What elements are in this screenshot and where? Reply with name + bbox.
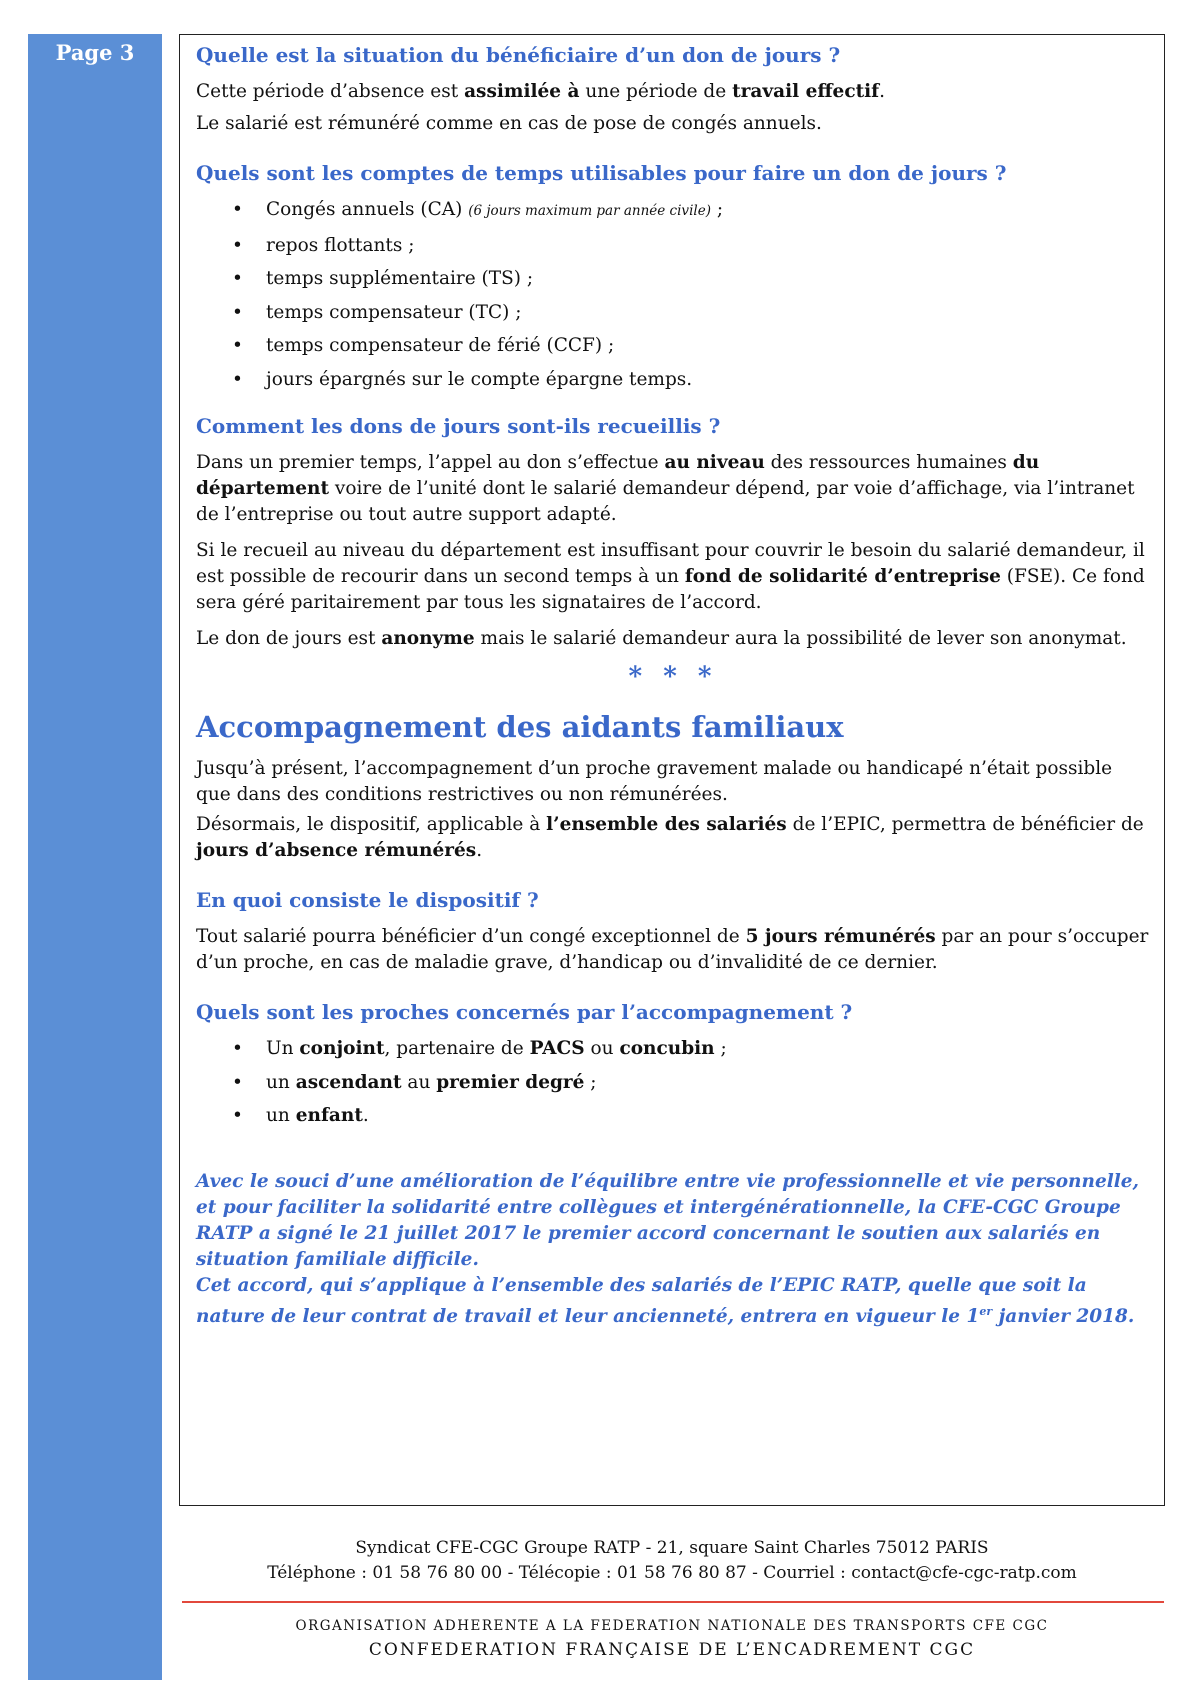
footer-contact: Téléphone : 01 58 76 80 00 - Télécopie : 01 58 76 80 87 - Courriel : contact@cfe-cgc-ratp.com bbox=[267, 1563, 1077, 1583]
text-span: des ressources humaines bbox=[764, 452, 1013, 473]
closing-paragraph-signature: Avec le souci d’une amélioration de l’équilibre entre vie professionnelle et vie personnelle, et pour faciliter la solidarité entre collègues et intergénérationnelle, la CFE-CGC Groupe RATP a signé le 21 juillet 2017 le premier accord concernant le soutien aux salariés en situation familiale difficile. bbox=[196, 1170, 1139, 1270]
bold-text: l’ensemble des salariés bbox=[546, 814, 787, 835]
list-item bbox=[196, 193, 1150, 229]
text-span: Cette période d’absence est bbox=[196, 81, 465, 102]
list-item bbox=[196, 1099, 1150, 1133]
bold-text: anonyme bbox=[381, 628, 475, 649]
paragraph-anonymous bbox=[196, 626, 1150, 652]
bold-text: ascendant bbox=[295, 1071, 402, 1093]
main-content-box bbox=[179, 34, 1165, 1506]
bold-text: assimilée à bbox=[464, 81, 580, 102]
bold-text: 5 jours rémunérés bbox=[745, 926, 936, 947]
list-item: • temps supplémentaire (TS) ; bbox=[196, 262, 1150, 296]
list-item: • temps compensateur (TC) ; bbox=[196, 296, 1150, 330]
footer-confederation-line: CONFEDERATION FRANÇAISE DE L’ENCADREMENT CGC bbox=[368, 1640, 976, 1660]
text-span: un bbox=[266, 1105, 296, 1126]
text-span: Si le recueil au niveau du département est insuffisant pour couvrir le besoin du salarié demandeur, il est possible de recourir dans un second temps à un bbox=[196, 540, 1145, 587]
text-span: de l’EPIC, permettra de bénéficier de bbox=[786, 814, 1144, 835]
bold-text: fond de solidarité d’entreprise bbox=[684, 566, 1001, 587]
closing-paragraph-effective-date bbox=[196, 1273, 1150, 1330]
text-span: Désormais, le dispositif, applicable à bbox=[196, 814, 547, 835]
text-span: , partenaire de bbox=[384, 1038, 530, 1059]
text-span: ; bbox=[584, 1071, 597, 1093]
text-span: ; bbox=[714, 1038, 727, 1059]
list-item: • repos flottants ; bbox=[196, 229, 1150, 263]
section-separator: * * * bbox=[628, 662, 718, 692]
text-span: Cet accord, qui s’applique à l’ensemble des salariés de l’EPIC RATP, quelle que soit la nature de leur contrat de travail et leur ancienneté, entrera en vigueur le 1 bbox=[196, 1274, 1087, 1327]
superscript: er bbox=[979, 1304, 993, 1318]
bold-text: conjoint bbox=[299, 1038, 385, 1059]
text-span: Tout salarié pourra bénéficier d’un congé exceptionnel de bbox=[196, 926, 746, 947]
bold-text: du département bbox=[196, 452, 1040, 499]
bold-text: travail effectif bbox=[732, 81, 880, 102]
list-item: • temps compensateur de férié (CCF) ; bbox=[196, 329, 1150, 363]
text-span: par an pour s’occuper d’un proche, en cas de maladie grave, d’handicap ou d’invalidité de ce dernier. bbox=[196, 926, 1149, 973]
paragraph-exceptional-leave bbox=[196, 924, 1150, 976]
footer-address: Syndicat CFE-CGC Groupe RATP - 21, square Saint Charles 75012 PARIS bbox=[355, 1538, 989, 1558]
text-span: mais le salarié demandeur aura la possibilité de lever son anonymat. bbox=[474, 628, 1127, 649]
question-beneficiary-situation: Quelle est la situation du bénéficiaire d’un don de jours ? bbox=[196, 43, 841, 67]
relatives-list bbox=[196, 1032, 1150, 1133]
text-span: Congés annuels (CA) bbox=[266, 199, 469, 220]
note-text: (6 jours maximum par année civile) bbox=[468, 203, 711, 219]
text-span: Le don de jours est bbox=[196, 628, 382, 649]
time-accounts-list bbox=[196, 193, 1150, 396]
footer-divider bbox=[182, 1601, 1164, 1603]
text-span: au bbox=[401, 1071, 437, 1093]
paragraph-from-now-on bbox=[196, 812, 1150, 864]
text-span: . bbox=[362, 1105, 369, 1126]
question-time-accounts: Quels sont les comptes de temps utilisables pour faire un don de jours ? bbox=[196, 161, 1007, 185]
text-span: ; bbox=[710, 199, 724, 220]
question-collection: Comment les dons de jours sont-ils recueillis ? bbox=[196, 414, 721, 438]
text-span: . bbox=[476, 840, 483, 861]
text-span: Un bbox=[266, 1038, 300, 1059]
heading-family-caregivers: Accompagnement des aidants familiaux bbox=[196, 710, 844, 744]
paragraph-first-step bbox=[196, 450, 1150, 528]
text-span: un bbox=[266, 1071, 296, 1093]
page-number-label: Page 3 bbox=[55, 40, 135, 65]
text-span: (FSE). Ce fond sera géré paritairement par tous les signataires de l’accord. bbox=[196, 566, 1145, 613]
question-relatives-concerned: Quels sont les proches concernés par l’accompagnement ? bbox=[196, 1000, 853, 1024]
bold-text: concubin bbox=[619, 1038, 715, 1059]
text-span: . bbox=[879, 81, 886, 102]
footer-organisation-line: ORGANISATION ADHERENTE A LA FEDERATION NATIONALE DES TRANSPORTS CFE CGC bbox=[295, 1618, 1049, 1634]
bold-text: enfant bbox=[295, 1105, 363, 1126]
bold-text: jours d’absence rémunérés bbox=[196, 840, 477, 861]
paragraph-remuneration: Le salarié est rémunéré comme en cas de pose de congés annuels. bbox=[196, 113, 822, 134]
text-span: ou bbox=[584, 1038, 620, 1059]
bold-text: PACS bbox=[529, 1038, 585, 1059]
paragraph-until-now: Jusqu’à présent, l’accompagnement d’un proche gravement malade ou handicapé n’était possible que dans des conditions restrictives ou non rémunérées. bbox=[196, 758, 1113, 805]
bold-text: au niveau bbox=[664, 452, 765, 473]
paragraph-solidarity-fund bbox=[196, 538, 1150, 616]
text-span: Dans un premier temps, l’appel au don s’effectue bbox=[196, 452, 665, 473]
question-scheme-content: En quoi consiste le dispositif ? bbox=[196, 888, 539, 912]
bold-text: premier degré bbox=[436, 1071, 585, 1093]
text-span: une période de bbox=[579, 81, 733, 102]
text-span: voire de l’unité dont le salarié demandeur dépend, par voie d’affichage, via l’intranet de l’entreprise ou tout autre support adapté. bbox=[196, 478, 1135, 525]
paragraph-assimilated-period bbox=[196, 79, 1150, 105]
list-item bbox=[196, 1032, 1150, 1066]
list-item: • jours épargnés sur le compte épargne temps. bbox=[196, 363, 1150, 397]
page-sidebar bbox=[28, 34, 162, 1680]
list-item bbox=[196, 1066, 1150, 1100]
text-span: janvier 2018. bbox=[992, 1305, 1135, 1327]
